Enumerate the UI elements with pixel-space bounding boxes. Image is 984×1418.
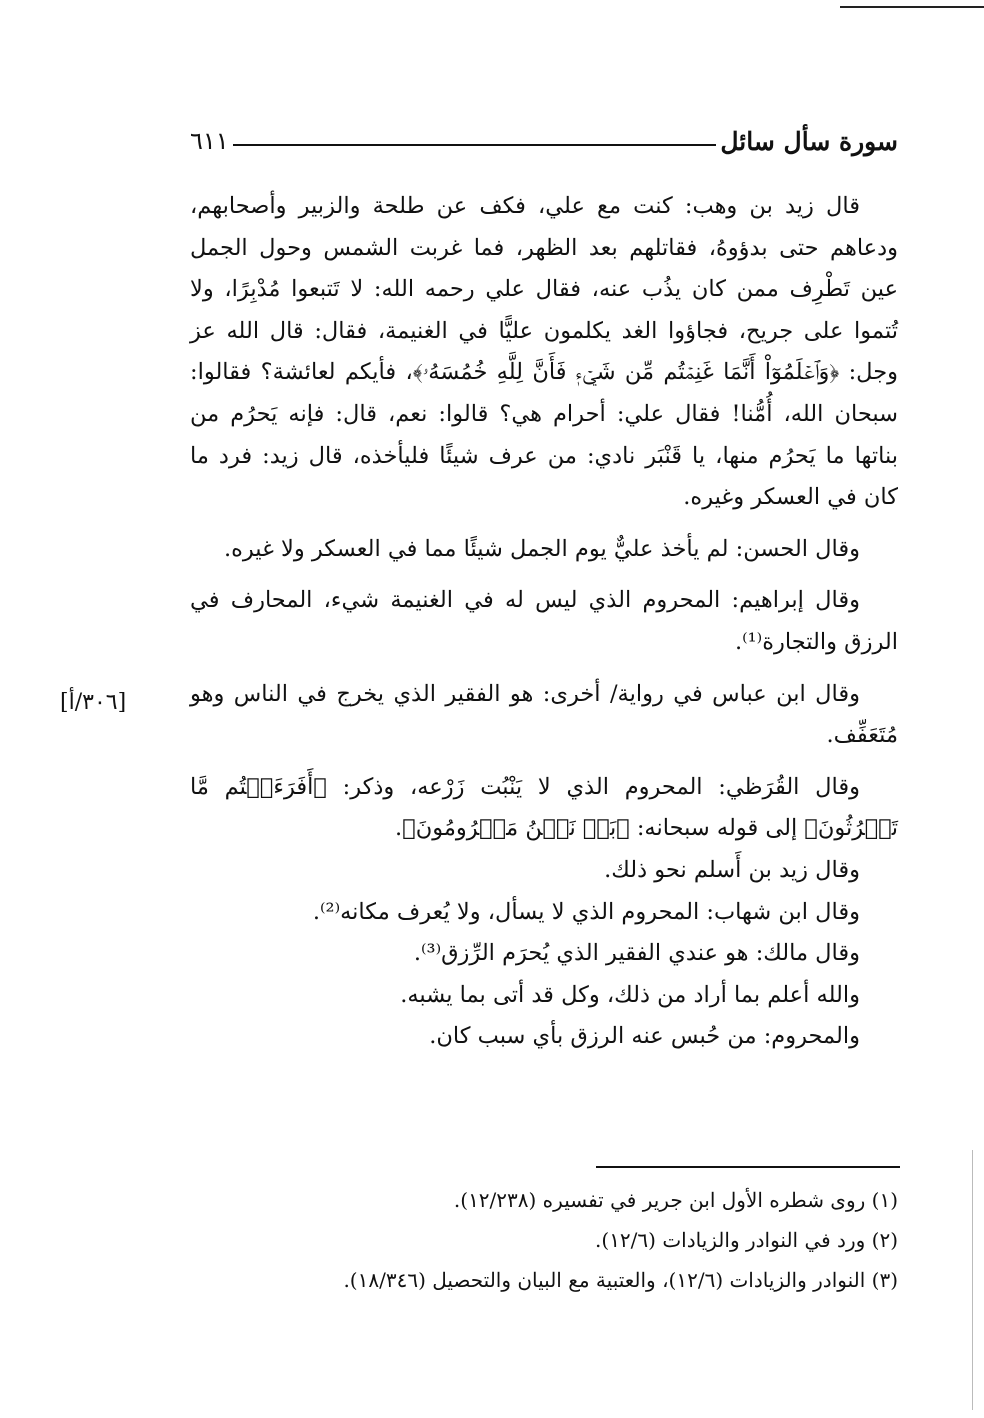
paragraph-qurazi: وقال القُرَظي: المحروم الذي لا يَنْبُت زَرْعه، وذكر: ﴿أَفَرَءَيۡتُم مَّا تَحۡرُثُونَ﴾ إلى قوله سبحانه: ﴿بَلۡ نَحۡنُ مَحۡرُومُونَ﴾.	[190, 773, 898, 842]
paragraph-malik: وقال مالك: هو عندي الفقير الذي يُحرَم الرِّزق⁽³⁾.	[413, 940, 860, 967]
paragraph-ibrahim: وقال إبراهيم: المحروم الذي ليس له في الغنيمة شيء، المحارف في الرزق والتجارة⁽¹⁾.	[190, 587, 898, 655]
page-number: ٦١١	[190, 127, 229, 155]
paragraph-hasan: وقال الحسن: لم يأخذ عليٌّ يوم الجمل شيئًا مما في العسكر ولا غيره.	[223, 535, 860, 562]
footnote-2: (٢) ورد في النوادر والزيادات (١٢/٦).	[595, 1228, 898, 1252]
header-rule	[233, 144, 717, 146]
paragraph-zaid-ibn-aslam: وقال زيد بن أَسلم نحو ذلك.	[604, 856, 860, 883]
footnote-3: (٣) النوادر والزيادات (١٢/٦)، والعتبية مع البيان والتحصيل (١٨/٣٤٦).	[343, 1268, 898, 1292]
paragraph-definition: والمحروم: من حُبس عنه الرزق بأي سبب كان.	[429, 1023, 860, 1050]
surah-title: سورة سأل سائل	[720, 126, 898, 156]
scan-edge-line	[972, 1150, 973, 1410]
paragraph-ibn-shihab: وقال ابن شهاب: المحروم الذي لا يسأل، ولا يُعرف مكانه⁽²⁾.	[312, 898, 860, 925]
main-text	[190, 186, 898, 1058]
manuscript-folio-reference: [٣٠٦/أ]	[60, 690, 127, 715]
paragraph-conclusion: والله أعلم بما أراد من ذلك، وكل قد أتى بما يشبه.	[400, 981, 860, 1008]
top-edge-rule	[840, 6, 984, 8]
footnote-1: (١) روى شطره الأول ابن جرير في تفسيره (١٢/٢٣٨).	[453, 1188, 898, 1212]
paragraph-ibn-abbas: وقال ابن عباس في رواية/ أخرى: هو الفقير الذي يخرج في الناس وهو مُتَعَفِّف.	[190, 680, 898, 749]
footnotes	[190, 1180, 898, 1300]
page-header	[190, 124, 898, 158]
paragraph-zaid-ibn-wahb: قال زيد بن وهب: كنت مع علي، فكف عن طلحة والزبير وأصحابهم، ودعاهم حتى بدؤوهُ، فقاتلهم بعد الظهر، فما غربت الشمس وحول الجمل عين تَطْرِف ممن كان يذُب عنه، فقال علي رحمه الله: لا تَتبعوا مُدْبِرًا، ولا تُتموا على جريح، فجاؤوا الغد يكلمون عليًّا في الغنيمة، فقال: قال الله عز وجل: ﴿وَٱعۡلَمُوٓاْ أَنَّمَا غَنِمۡتُم مِّن شَيۡءٖ فَأَنَّ لِلَّهِ خُمُسَهُۥ﴾، فأيكم لعائشة؟ فقالوا: سبحان الله، أُمُّنا! فقال علي: أحرام هي؟ قالوا: نعم، قال: فإنه يَحرُم من بناتها ما يَحرُم منها، يا قَنْبَر نادي: من عرف شيئًا فليأخذه، قال زيد: فرد ما كان في العسكر وغيره.	[190, 193, 898, 511]
footnote-separator	[596, 1166, 900, 1168]
